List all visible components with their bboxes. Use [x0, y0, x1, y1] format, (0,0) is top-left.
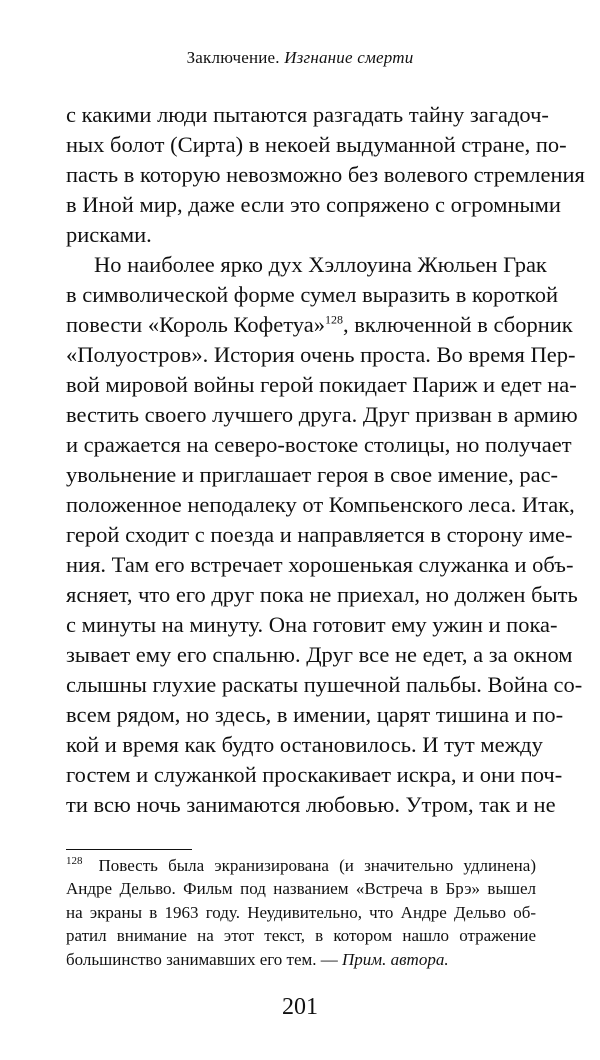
text-line: рисками. — [66, 222, 152, 247]
body-text — [66, 100, 585, 820]
footnote-attribution: Прим. автора. — [342, 949, 449, 969]
text-line: ти всю ночь занимаются любовью. Утром, так и не — [66, 792, 556, 817]
text-line: вой мировой войны герой покидает Париж и едет на- — [66, 372, 577, 397]
footnote-line: Андре Дельво. Фильм под названием «Встреча в Брэ» вышел — [66, 879, 536, 899]
running-head-chapter: Заключение. — [186, 48, 280, 67]
text-line: всем рядом, но здесь, в имении, царят тишина и по- — [66, 702, 564, 727]
footnote-line: на экраны в 1963 году. Неудивительно, что Андре Дельво об- — [66, 902, 536, 922]
text-line-with-footnote-ref — [66, 310, 573, 340]
footnote-line — [66, 854, 536, 877]
running-head — [0, 48, 600, 68]
text-line: и сражается на северо-востоке столицы, но получает — [66, 432, 572, 457]
text-fragment: , включенной в сборник — [342, 312, 573, 337]
page-number: 201 — [282, 994, 318, 1020]
text-line: кой и время как будто остановилось. И тут между — [66, 732, 543, 757]
footnote-text: большинство занимавших его тем. — — [66, 949, 338, 969]
text-line: с минуты на минуту. Она готовит ему ужин и пока- — [66, 612, 558, 637]
text-line: «Полуостров». История очень проста. Во время Пер- — [66, 342, 576, 367]
text-line: ясняет, что его друг пока не приехал, но должен быть — [66, 582, 578, 607]
text-line: с какими люди пытаются разгадать тайну загадоч- — [66, 102, 549, 127]
footnote-line: ратил внимание на этот текст, в котором нашло отражение — [66, 926, 536, 946]
footnote-number: 128 — [66, 855, 83, 868]
text-line: ния. Там его встречает хорошенькая служанка и объ- — [66, 552, 574, 577]
text-line: пасть в которую невозможно без волевого стремления — [66, 162, 585, 187]
footnote-line — [66, 948, 536, 971]
text-line: вестить своего лучшего друга. Друг призван в армию — [66, 402, 578, 427]
text-line: Но наиболее ярко дух Хэллоуина Жюльен Грак — [94, 252, 547, 277]
text-line: слышны глухие раскаты пушечной пальбы. Война со- — [66, 672, 583, 697]
footnote — [66, 854, 536, 971]
text-line: увольнение и приглашает героя в свое имение, рас- — [66, 462, 559, 487]
text-line: зывает ему его спальню. Друг все не едет, а за окном — [66, 642, 573, 667]
text-line: положенное неподалеку от Компьенского леса. Итак, — [66, 492, 575, 517]
text-line: ных болот (Сирта) в некоей выдуманной стране, по- — [66, 132, 567, 157]
text-line: в символической форме сумел выразить в короткой — [66, 282, 559, 307]
footnote-text: Повесть была экранизирована (и значительно удлинена) — [98, 856, 536, 875]
footnote-divider — [66, 849, 192, 850]
running-head-title: Изгнание смерти — [284, 48, 414, 67]
text-fragment: повести «Король Кофетуа» — [66, 312, 325, 337]
text-line: герой сходит с поезда и направляется в сторону име- — [66, 522, 573, 547]
text-line: гостем и служанкой проскакивает искра, и они поч- — [66, 762, 563, 787]
text-line: в Иной мир, даже если это сопряжено с огромными — [66, 192, 561, 217]
footnote-reference[interactable]: 128 — [324, 312, 343, 327]
